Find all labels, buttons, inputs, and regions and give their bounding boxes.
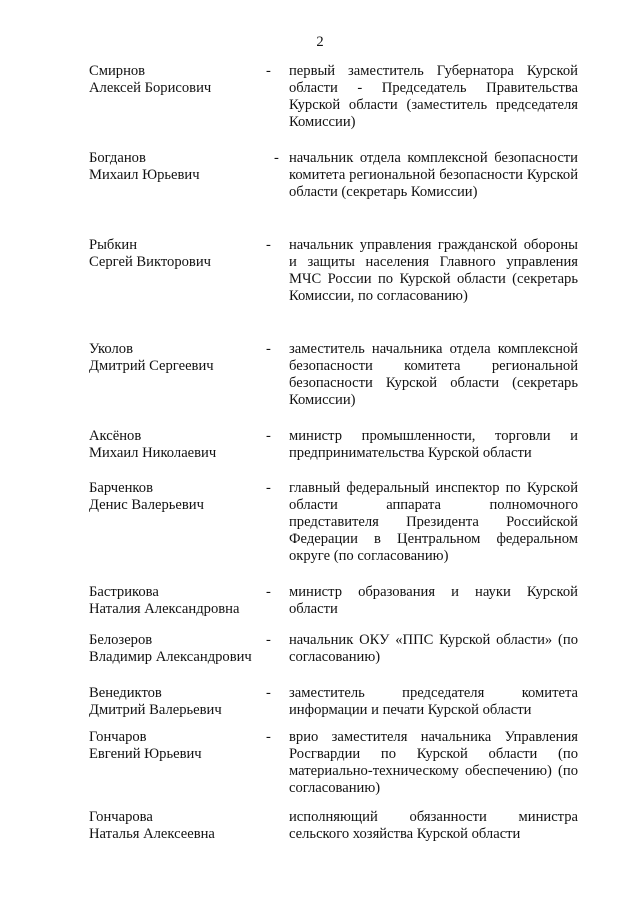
member-surname: Бастрикова (89, 584, 159, 600)
member-name (89, 809, 269, 843)
member-name (89, 341, 269, 375)
member-given-names: Евгений Юрьевич (89, 746, 202, 762)
member-given-names: Сергей Викторович (89, 254, 211, 270)
member-name (89, 428, 269, 462)
member-name (89, 584, 269, 618)
member-given-names: Михаил Николаевич (89, 445, 217, 461)
member-role: первый заместитель Губернатора Курской области - Председатель Правительства Курской области (заместитель председателя Комиссии) (289, 63, 578, 130)
member-name (89, 480, 269, 514)
member-given-names: Дмитрий Сергеевич (89, 358, 214, 374)
member-given-names: Денис Валерьевич (89, 497, 204, 513)
member-surname: Белозеров (89, 632, 153, 648)
member-given-names: Наталья Алексеевна (89, 826, 215, 842)
member-given-names: Владимир Александрович (89, 649, 252, 665)
member-surname: Гончарова (89, 809, 153, 825)
separator-dash: - (266, 480, 271, 496)
separator-dash: - (274, 150, 279, 166)
member-role: врио заместителя начальника Управления Росгвардии по Курской области (по материально-техническому обеспечению) (по согласованию) (289, 729, 578, 796)
member-surname: Рыбкин (89, 237, 138, 253)
member-role: начальник ОКУ «ППС Курской области» (по согласованию) (289, 632, 578, 665)
separator-dash: - (266, 729, 271, 745)
member-name (89, 237, 269, 271)
member-role: главный федеральный инспектор по Курской области аппарата полномочного представителя Президента Российской Федерации в Центральном федеральном округе (по согласованию) (289, 480, 578, 564)
member-role: начальник отдела комплексной безопасности комитета региональной безопасности Курской области (секретарь Комиссии) (289, 150, 578, 200)
member-role: министр образования и науки Курской области (289, 584, 578, 617)
separator-dash: - (266, 341, 271, 357)
member-surname: Барченков (89, 480, 153, 496)
member-given-names: Алексей Борисович (89, 80, 212, 96)
member-name (89, 632, 269, 666)
member-surname: Смирнов (89, 63, 146, 79)
member-surname: Гончаров (89, 729, 147, 745)
member-role: заместитель начальника отдела комплексной безопасности комитета региональной безопасности Курской области (секретарь Комиссии) (289, 341, 578, 408)
separator-dash: - (266, 428, 271, 444)
member-name (89, 729, 269, 763)
separator-dash: - (266, 63, 271, 79)
member-name (89, 150, 269, 184)
member-role: заместитель председателя комитета информации и печати Курской области (289, 685, 578, 718)
member-role: министр промышленности, торговли и предпринимательства Курской области (289, 428, 578, 461)
member-given-names: Дмитрий Валерьевич (89, 702, 222, 718)
page-number: 2 (316, 34, 324, 50)
member-given-names: Михаил Юрьевич (89, 167, 200, 183)
member-name (89, 63, 269, 97)
separator-dash: - (266, 685, 271, 701)
member-name (89, 685, 269, 719)
member-surname: Венедиктов (89, 685, 162, 701)
member-surname: Аксёнов (89, 428, 142, 444)
separator-dash: - (266, 584, 271, 600)
member-role: начальник управления гражданской обороны и защиты населения Главного управления МЧС России по Курской области (секретарь Комиссии, по согласованию) (289, 237, 578, 304)
member-given-names: Наталия Александровна (89, 601, 240, 617)
member-surname: Богданов (89, 150, 146, 166)
separator-dash: - (266, 632, 271, 648)
separator-dash: - (266, 237, 271, 253)
member-surname: Уколов (89, 341, 133, 357)
member-role: исполняющий обязанности министра сельского хозяйства Курской области (289, 809, 578, 842)
